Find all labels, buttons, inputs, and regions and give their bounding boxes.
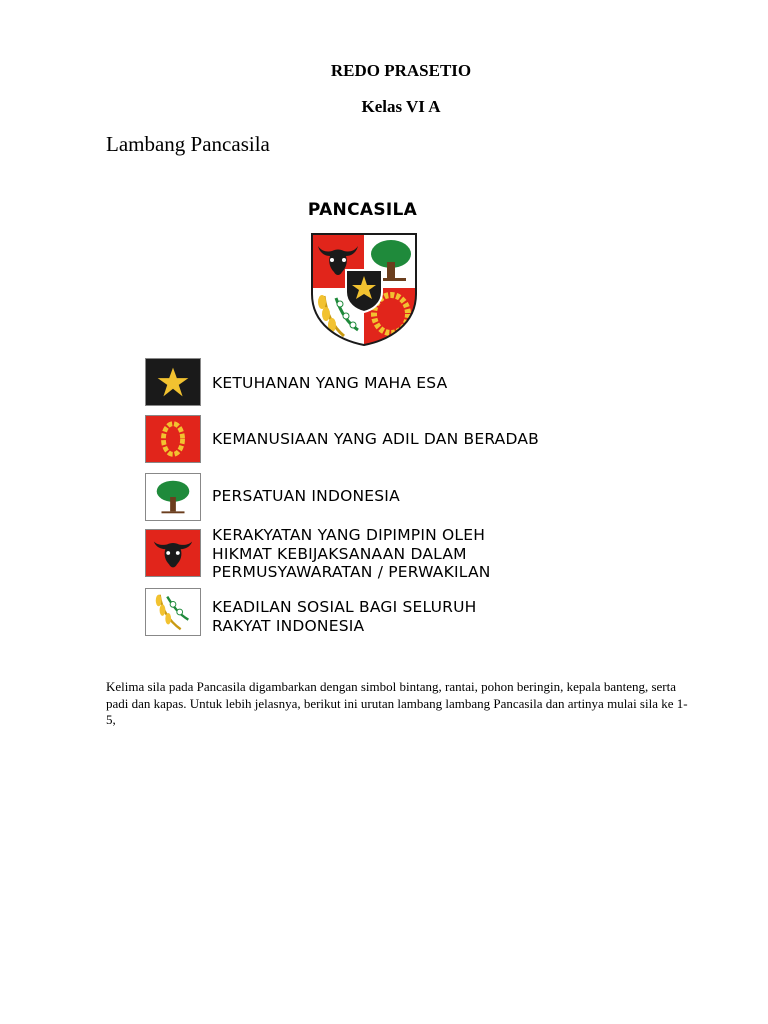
sila-1-icon-box — [145, 358, 201, 406]
author-name: REDO PRASETIO — [330, 61, 472, 80]
rice-cotton-icon — [146, 589, 200, 635]
sila-3-text: PERSATUAN INDONESIA — [212, 487, 400, 505]
bull-head-icon — [146, 530, 200, 576]
chain-icon — [146, 416, 200, 462]
sila-3-icon-box — [145, 473, 201, 521]
sila-4-text: KERAKYATAN YANG DIPIMPIN OLEH HIKMAT KEBIJAKSANAAN DALAM PERMUSYAWARATAN / PERWAKILAN — [212, 526, 491, 581]
sila-2-icon-box — [145, 415, 201, 463]
class-label: Kelas VI A — [361, 97, 441, 116]
sila-2-text: KEMANUSIAAN YANG ADIL DAN BERADAB — [212, 430, 539, 448]
banyan-tree-icon — [146, 474, 200, 520]
pancasila-shield-icon — [310, 232, 418, 347]
sila-1-text: KETUHANAN YANG MAHA ESA — [212, 374, 448, 392]
body-paragraph: Kelima sila pada Pancasila digambarkan dengan simbol bintang, rantai, pohon beringin, kepala banteng, serta padi dan kapas. Untuk lebih jelasnya, berikut ini urutan lambang lambang Pancasila dan artinya mulai sila ke 1-5, — [106, 679, 688, 727]
sila-5-text: KEADILAN SOSIAL BAGI SELURUH RAKYAT INDONESIA — [212, 598, 477, 635]
sila-5-icon-box — [145, 588, 201, 636]
section-heading: Lambang Pancasila — [106, 132, 270, 156]
figure-title: PANCASILA — [307, 200, 418, 220]
star-icon — [146, 359, 200, 405]
sila-4-icon-box — [145, 529, 201, 577]
pancasila-figure — [140, 192, 580, 642]
